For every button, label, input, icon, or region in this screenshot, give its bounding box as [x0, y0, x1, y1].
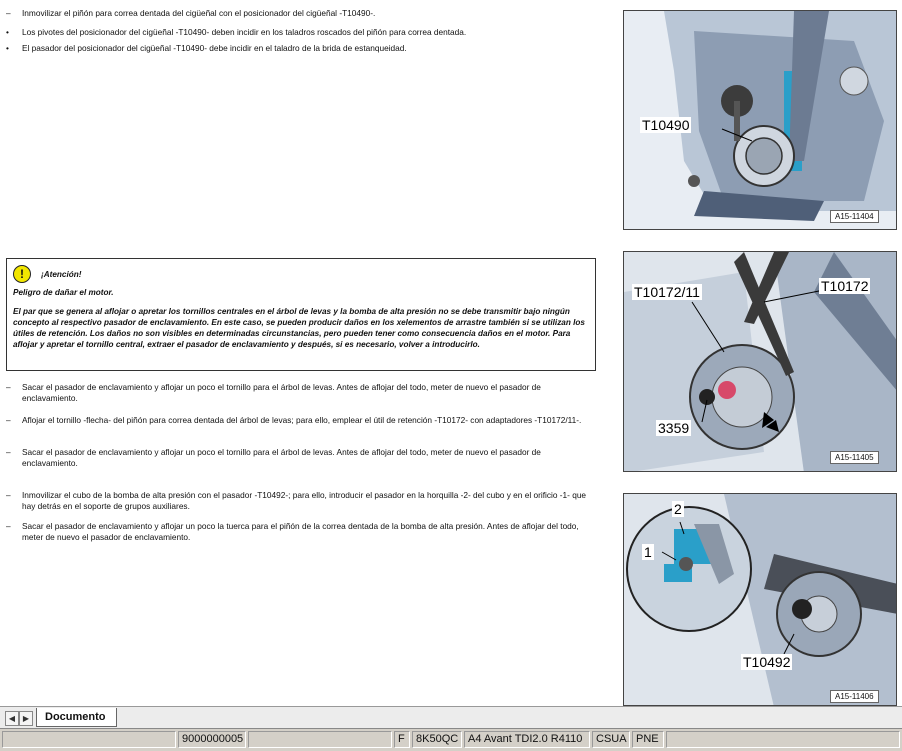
- status-cell-blank: [248, 731, 392, 748]
- warning-box: [6, 258, 596, 371]
- status-cell-flag: F: [394, 731, 410, 748]
- step-remove-pin-camshaft: [6, 382, 596, 404]
- bullet-pin: [6, 43, 596, 54]
- step-immobilize-pump-hub: [6, 490, 596, 512]
- figure-crankshaft-positioner: [623, 10, 897, 230]
- step-immobilize-crankshaft: [6, 8, 596, 19]
- step-loosen-bolt: [6, 415, 596, 426]
- callout-hole: 1: [644, 544, 652, 560]
- status-cell-gearbox: PNE: [632, 731, 664, 748]
- status-cell-engine-code: CSUA: [592, 731, 630, 748]
- prev-sheet-button[interactable]: ◀: [5, 711, 19, 726]
- warning-subtitle: Peligro de dañar el motor.: [13, 288, 114, 297]
- step-text: Sacar el pasador de enclavamiento y aflojar un poco el tornillo para el árbol de levas. Antes de aflojar del todo, meter de nuevo el pasador de enclavamiento.: [22, 382, 541, 403]
- warning-body: El par que se genera al aflojar o apretar los tornillos centrales en el árbol de levas y la bomba de alta presión no se debe transmitir bajo ningún concepto al respectivo pasador de enclavamiento. En este caso, se pueden producir daños en los xelementos de arrastre también si se utilizan los útiles de retención. Los daños no son visibles en determinadas circunstancias, pero pueden tener como consecuencia daños en el motor. Para aflojar y apretar el tornillo central, extraer el pasador de enclavamiento y después, si es necesario, volver a introducirlo.: [13, 307, 585, 349]
- bullet-pivots: [6, 27, 596, 38]
- engine-illustration: [624, 494, 897, 706]
- callout-holding-tool: T10172: [821, 278, 869, 294]
- status-bar: [0, 728, 902, 751]
- figure-id: A15-11406: [830, 690, 879, 703]
- callout-tool: T10490: [642, 117, 690, 133]
- step-text: Aflojar el tornillo -flecha- del piñón para correa dentada del árbol de levas; para ello, emplear el útil de retención -T10172- con adaptadores -T10172/11-.: [22, 415, 582, 425]
- status-cell-blank: [666, 731, 900, 748]
- callout-fork: 2: [674, 501, 682, 517]
- figure-pump-locking-pin: [623, 493, 897, 706]
- status-cell-blank: [2, 731, 176, 748]
- step-marker: –: [6, 8, 11, 18]
- bullet-marker: •: [6, 43, 9, 53]
- bullet-text: Los pivotes del posicionador del cigüeñal -T10490- deben incidir en los taladros roscados del piñón para correa dentada.: [22, 27, 467, 37]
- step-text: Inmovilizar el cubo de la bomba de alta presión con el pasador -T10492-; para ello, introducir el pasador en la horquilla -2- del cubo y en el orificio -1- que hay detrás en el soporte de grupos auxiliares.: [22, 490, 587, 511]
- step-marker: –: [6, 415, 11, 425]
- figure-id: A15-11405: [830, 451, 879, 464]
- callout-adapter: T10172/11: [634, 284, 700, 300]
- step-text: Sacar el pasador de enclavamiento y aflojar un poco el tornillo para el árbol de levas. Antes de aflojar del todo, meter de nuevo el pasador de enclavamiento.: [22, 447, 541, 468]
- status-cell-vehicle-code: 8K50QC: [412, 731, 462, 748]
- warning-title: ¡Atención!: [41, 269, 82, 279]
- step-loosen-pump-nut: [6, 521, 596, 543]
- step-text: Inmovilizar el piñón para correa dentada del cigüeñal con el posicionador del cigüeñal -T10490-.: [22, 8, 376, 18]
- tab-documento[interactable]: Documento: [36, 708, 117, 727]
- status-cell-number: 9000000005: [178, 731, 246, 748]
- step-remove-pin-again: [6, 447, 596, 469]
- sheet-tab-bar: [0, 706, 902, 729]
- callout-pin: 3359: [658, 420, 690, 436]
- bullet-text: El pasador del posicionador del cigüeñal -T10490- debe incidir en el taladro de la brida de estanqueidad.: [22, 43, 407, 53]
- step-marker: –: [6, 490, 11, 500]
- step-marker: –: [6, 382, 11, 392]
- status-cell-model: A4 Avant TDI2.0 R4110: [464, 731, 590, 748]
- step-marker: –: [6, 447, 11, 457]
- callout-pump-pin: T10492: [743, 654, 791, 670]
- figure-camshaft-holding-tool: [623, 251, 897, 472]
- figure-id: A15-11404: [830, 210, 879, 223]
- bullet-marker: •: [6, 27, 9, 37]
- warning-icon: !: [13, 265, 31, 283]
- step-marker: –: [6, 521, 11, 531]
- step-text: Sacar el pasador de enclavamiento y aflojar un poco la tuerca para el piñón de la correa dentada de la bomba de alta presión. Antes de aflojar del todo, meter de nuevo el pasador de enclavamiento.: [22, 521, 579, 542]
- next-sheet-button[interactable]: ▶: [19, 711, 33, 726]
